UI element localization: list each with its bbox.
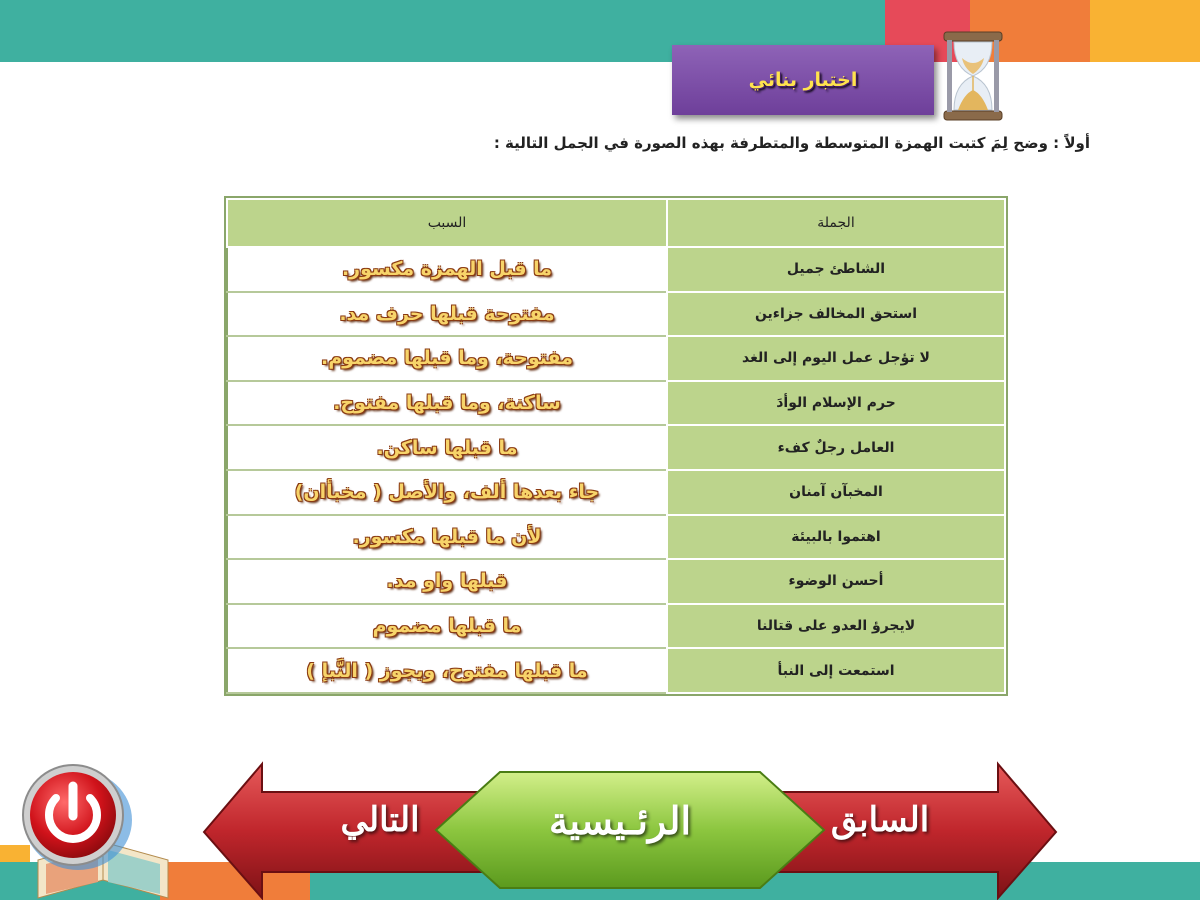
reason-cell: ما قبلها ساكن.	[227, 425, 667, 470]
reason-cell: قبلها واو مد.	[227, 559, 667, 604]
reason-cell: مفتوحة قبلها حرف مد.	[227, 292, 667, 337]
sentence-cell: أحسن الوضوء	[667, 559, 1005, 604]
top-strip-yellow	[1090, 0, 1200, 62]
table-row	[227, 336, 1005, 381]
home-button[interactable]: الرئـيسية	[548, 798, 692, 843]
page-title-banner	[672, 45, 934, 115]
table-row	[227, 515, 1005, 560]
table-row	[227, 247, 1005, 292]
sentence-cell: لايجرؤ العدو على قتالنا	[667, 604, 1005, 649]
hourglass-icon	[938, 28, 1008, 124]
previous-button[interactable]: السابق	[830, 800, 930, 840]
next-button[interactable]: التالي	[340, 800, 420, 840]
sentence-cell: العامل رجلٌ كفء	[667, 425, 1005, 470]
sentence-cell: لا تؤجل عمل اليوم إلى الغد	[667, 336, 1005, 381]
reason-cell: ما قبلها مفتوح، ويجوز ( النَّبإ )	[227, 648, 667, 693]
reason-cell: مفتوحة، وما قبلها مضموم.	[227, 336, 667, 381]
reason-cell: ساكنة، وما قبلها مفتوح.	[227, 381, 667, 426]
sentence-cell: استمعت إلى النبأ	[667, 648, 1005, 693]
sentence-cell: اهتموا بالبيئة	[667, 515, 1005, 560]
page-title: اختبار بنائي	[748, 69, 858, 91]
sentence-cell: حرم الإسلام الوأدَ	[667, 381, 1005, 426]
sentence-cell: استحق المخالف جزاءين	[667, 292, 1005, 337]
table-header-row	[227, 199, 1005, 247]
table-row	[227, 381, 1005, 426]
column-header-sentence: الجملة	[667, 199, 1005, 247]
sentence-cell: المخبآن آمنان	[667, 470, 1005, 515]
table-row	[227, 292, 1005, 337]
table-row	[227, 559, 1005, 604]
reason-cell: لأن ما قبلها مكسور.	[227, 515, 667, 560]
sentence-cell: الشاطئ جميل	[667, 247, 1005, 292]
table-row	[227, 604, 1005, 649]
power-icon[interactable]	[18, 760, 133, 870]
table-row	[227, 648, 1005, 693]
column-header-reason: السبب	[227, 199, 667, 247]
reason-cell: جاء بعدها ألف، والأصل ( مخبأان)	[227, 470, 667, 515]
reason-cell: ما قبل الهمزة مكسور.	[227, 247, 667, 292]
table-row	[227, 425, 1005, 470]
reason-cell: ما قبلها مضموم	[227, 604, 667, 649]
table-row	[227, 470, 1005, 515]
instruction-text: أولاً : وضح لِمَ كتبت الهمزة المتوسطة والمتطرفة بهذه الصورة في الجمل التالية :	[493, 134, 1090, 152]
answers-table	[226, 198, 1006, 694]
